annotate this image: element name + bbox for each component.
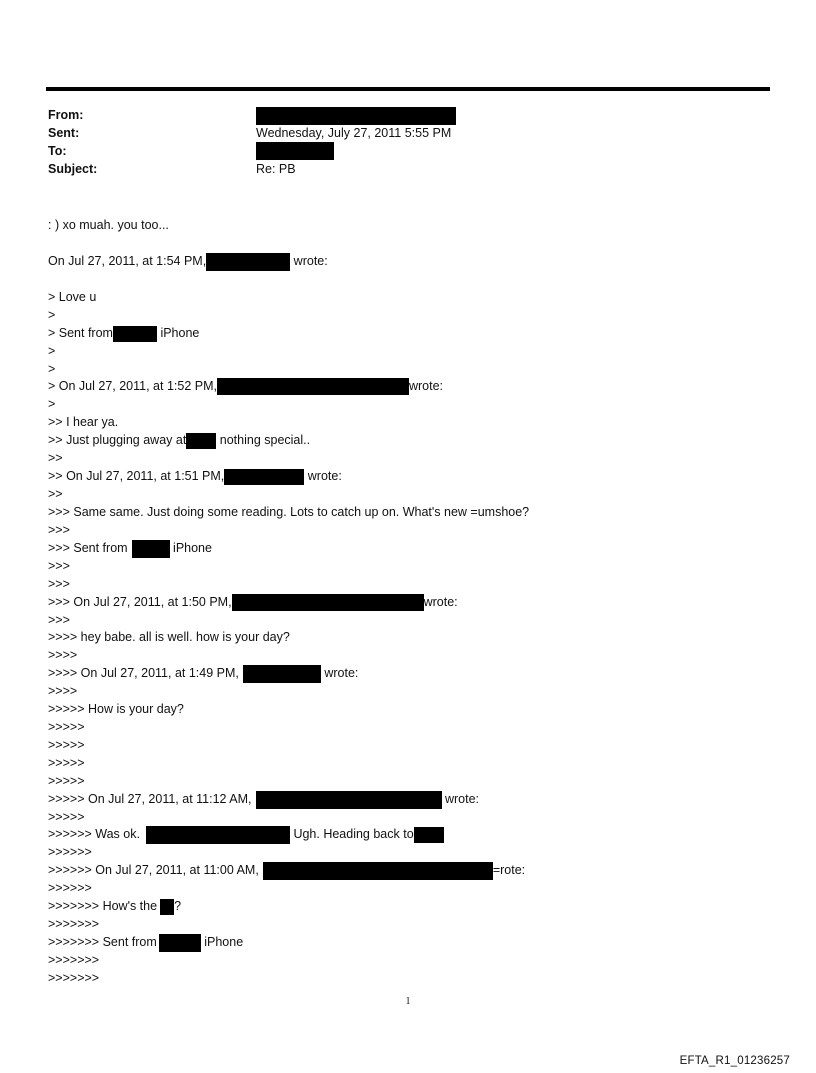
- redaction-block: [263, 862, 493, 880]
- subject-label: Subject:: [48, 162, 98, 176]
- body-line: >>>>: [48, 648, 78, 662]
- redaction-block: [160, 899, 174, 915]
- body-line: >>>: [48, 577, 70, 591]
- body-line: >>>>: [48, 684, 78, 698]
- redaction-block: [186, 433, 216, 449]
- body-line: >: [48, 362, 56, 376]
- redaction-block: [217, 378, 409, 395]
- document-id-footer: EFTA_R1_01236257: [679, 1055, 790, 1067]
- sent-label: Sent:: [48, 126, 80, 140]
- header-divider: [46, 87, 770, 91]
- body-line: >> On Jul 27, 2011, at 1:51 PM, wrote:: [48, 469, 342, 483]
- redaction-block: [146, 826, 290, 844]
- redaction-block: [113, 326, 157, 342]
- body-line: >>>> On Jul 27, 2011, at 1:49 PM, wrote:: [48, 664, 358, 683]
- page-number: 1: [405, 996, 411, 1007]
- body-line: >: [48, 308, 56, 322]
- body-line: >>>>>> On Jul 27, 2011, at 11:00 AM, =rote:: [48, 861, 525, 880]
- redaction-block: [224, 469, 304, 485]
- body-line: : ) xo muah. you too...: [48, 218, 169, 232]
- body-line: >>>>>> Was ok. Ugh. Heading back to: [48, 825, 444, 844]
- body-line: >>>: [48, 523, 70, 537]
- body-line: >: [48, 344, 56, 358]
- from-value-redacted: [256, 107, 456, 125]
- redaction-block: [256, 791, 442, 809]
- redaction-block: [232, 594, 424, 611]
- body-line: >>>> hey babe. all is well. how is your day?: [48, 630, 290, 644]
- body-line: >>>>>: [48, 774, 85, 788]
- body-line: > Sent from iPhone: [48, 326, 200, 340]
- body-line: >> I hear ya.: [48, 415, 119, 429]
- body-line: > Love u: [48, 290, 97, 304]
- redaction-block: [414, 827, 444, 843]
- body-line: >>> Same same. Just doing some reading. Lots to catch up on. What's new =umshoe?: [48, 505, 530, 519]
- redaction-block: [243, 665, 321, 683]
- body-line: >> Just plugging away at nothing special..: [48, 433, 311, 447]
- redaction-block: [159, 934, 201, 952]
- subject-value: Re: PB: [256, 162, 296, 176]
- body-line: >>>: [48, 613, 70, 627]
- body-line: >>>>>: [48, 738, 85, 752]
- body-line: >>>>> On Jul 27, 2011, at 11:12 AM, wrote:: [48, 790, 479, 809]
- body-line: >>>>>>> Sent from iPhone: [48, 933, 243, 952]
- redaction-block: [132, 540, 170, 558]
- body-line: >>>>>>: [48, 881, 92, 895]
- body-line: >: [48, 397, 56, 411]
- body-line: >>>>>>>: [48, 917, 100, 931]
- body-line: > On Jul 27, 2011, at 1:52 PM, wrote:: [48, 377, 443, 395]
- body-line: >>>>>: [48, 720, 85, 734]
- body-line: >>: [48, 451, 63, 465]
- body-line: >>>>>>: [48, 845, 92, 859]
- to-value-redacted: [256, 142, 334, 160]
- body-line: >>>>>: [48, 810, 85, 824]
- body-line: >>>>>>>: [48, 953, 100, 967]
- body-line: >>> Sent from iPhone: [48, 539, 212, 558]
- redaction-block: [206, 253, 290, 271]
- body-line: >>>>>>>: [48, 971, 100, 985]
- sent-value: Wednesday, July 27, 2011 5:55 PM: [256, 126, 452, 140]
- body-line: >>: [48, 487, 63, 501]
- body-line: >>>>> How is your day?: [48, 702, 184, 716]
- to-label: To:: [48, 144, 67, 158]
- body-line: >>>>>>> How's the ?: [48, 899, 182, 913]
- body-line: >>> On Jul 27, 2011, at 1:50 PM, wrote:: [48, 593, 458, 611]
- body-line: >>>>>: [48, 756, 85, 770]
- from-label: From:: [48, 108, 84, 122]
- body-line: On Jul 27, 2011, at 1:54 PM, wrote:: [48, 252, 328, 271]
- body-line: >>>: [48, 559, 70, 573]
